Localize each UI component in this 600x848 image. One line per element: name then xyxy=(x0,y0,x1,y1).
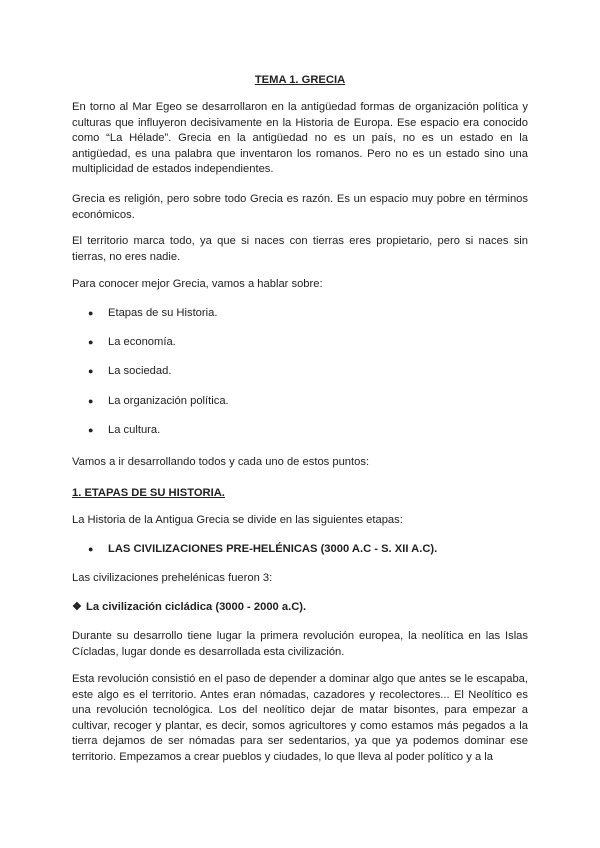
consistio-paragraph: Esta revolución consistió en el paso de depender a dominar algo que antes se le escapaba, este algo es el territorio. Antes eran nómadas, cazadores y recolectores... El Neolítico es una revolución tecnológica. Los del neolítico dejar de matar bisontes, para empezar a cultivar, recoger y plantar, es decir, somos agricultores y como estamos más pegados a la tierra dejamos de ser nómadas para ser sedentarios, ya que ya podemos dominar ese territorio. Empezamos a crear pueblos y ciudades, lo que lleva al poder político y a la xyxy=(72,673,528,763)
sub-heading xyxy=(72,600,306,616)
list-item-label: La cultura. xyxy=(108,424,161,436)
intro-paragraph: En torno al Mar Egeo se desarrollaron en la antigüedad formas de organización política y culturas que influyeron decisivamente en la Historia de Europa. Ese espacio era conocido como “La Hélade”. Grecia en la antigüedad no es un país, no es un estado en la antigüedad, es una palabra que inventaron los romanos. Pero no es un estado sino una multiplicidad de estados independientes. xyxy=(72,101,528,176)
bullet-icon: ● xyxy=(88,308,94,318)
list-item-label: La organización política. xyxy=(108,395,229,407)
conocer-paragraph: Para conocer mejor Grecia, vamos a hablar sobre: xyxy=(72,278,323,290)
bullet-icon: ● xyxy=(88,366,94,376)
bullet-icon: ● xyxy=(88,425,94,435)
vamos-paragraph: Vamos a ir desarrollando todos y cada uno de estos puntos: xyxy=(72,456,370,468)
revolucion-paragraph: Durante su desarrollo tiene lugar la primera revolución europea, la neolítica en las Islas Cícladas, lugar donde es desarrollada esta civilización. xyxy=(72,630,528,658)
page-title: TEMA 1. GRECIA xyxy=(254,74,346,86)
bullet-icon: ● xyxy=(88,337,94,347)
list-item-label: Etapas de su Historia. xyxy=(108,307,218,319)
section-heading: 1. ETAPAS DE SU HISTORIA. xyxy=(72,487,225,499)
list-item-label: La economía. xyxy=(108,336,176,348)
historia-paragraph: La Historia de la Antigua Grecia se divide en las siguientes etapas: xyxy=(72,514,403,526)
religion-paragraph: Grecia es religión, pero sobre todo Grecia es razón. Es un espacio muy pobre en términos económicos. xyxy=(72,193,528,221)
bullet-icon: ● xyxy=(88,544,94,554)
stage-heading-label: LAS CIVILIZACIONES PRE-HELÉNICAS (3000 A.C - S. XII A.C). xyxy=(108,543,438,555)
bullet-icon: ● xyxy=(88,396,94,406)
civilizaciones-paragraph: Las civilizaciones prehelénicas fueron 3: xyxy=(72,572,273,584)
list-item-label: La sociedad. xyxy=(108,365,172,377)
sub-heading-label: La civilización cicládica (3000 - 2000 a.C). xyxy=(86,601,307,613)
territorio-paragraph: El territorio marca todo, ya que si naces con tierras eres propietario, pero si naces sin tierras, no eres nadie. xyxy=(72,235,528,263)
diamond-bullet-icon: ❖ xyxy=(72,601,83,613)
